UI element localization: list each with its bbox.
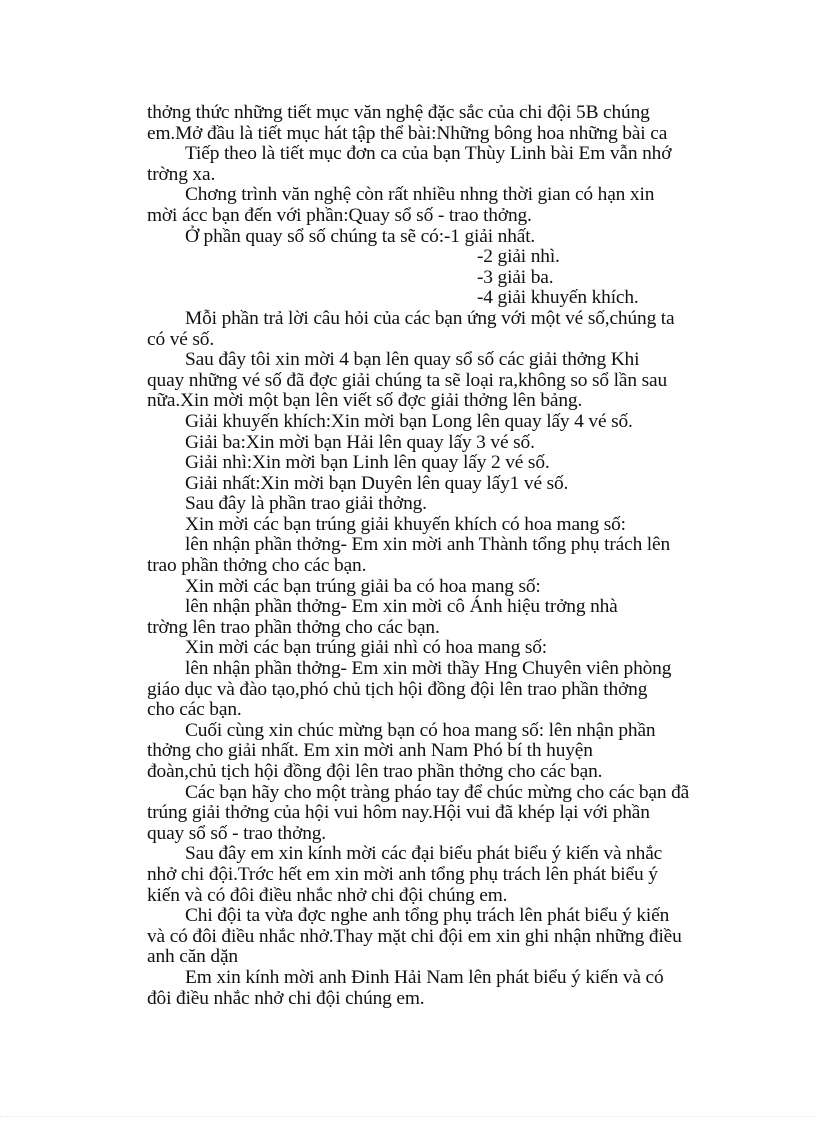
text-line: giáo dục và đào tạo,phó chủ tịch hội đồng đội lên trao phần thởng (147, 678, 648, 700)
text-line: Giải nhất:Xin mời bạn Duyên lên quay lấy1 vé số. (185, 472, 569, 494)
text-line: Cuối cùng xin chúc mừng bạn có hoa mang số: lên nhận phần (185, 719, 656, 741)
text-line: trao phần thởng cho các bạn. (147, 555, 367, 577)
text-line: Em xin kính mời anh Đinh Hải Nam lên phát biểu ý kiến và có (185, 966, 664, 988)
text-line: anh căn dặn (147, 946, 238, 968)
text-line: trúng giải thởng của hội vui hôm nay.Hội vui đã khép lại với phần (147, 802, 650, 824)
text-line: Sau đây là phần trao giải thởng. (185, 493, 427, 515)
text-line: trờng xa. (147, 163, 216, 185)
text-line: Giải nhì:Xin mời bạn Linh lên quay lấy 2 vé số. (185, 452, 550, 474)
text-line: cho các bạn. (147, 699, 242, 721)
text-line: Tiếp theo là tiết mục đơn ca của bạn Thùy Linh bài Em vẫn nhớ (185, 143, 672, 165)
prize-line: -3 giải ba. (477, 266, 554, 288)
text-line: Giải khuyến khích:Xin mời bạn Long lên quay lấy 4 vé số. (185, 410, 633, 432)
text-line: và có đôi điều nhắc nhở.Thay mặt chi đội em xin ghi nhận những điều (147, 925, 682, 947)
text-line: trờng lên trao phần thởng cho các bạn. (147, 616, 440, 638)
text-line: thởng cho giải nhất. Em xin mời anh Nam Phó bí th huyện (147, 740, 593, 762)
prize-line: -4 giải khuyến khích. (477, 287, 639, 309)
text-line: nhở chi đội.Trớc hết em xin mời anh tổng phụ trách lên phát biểu ý (147, 863, 658, 885)
text-line: Xin mời các bạn trúng giải ba có hoa mang số: (185, 575, 541, 597)
text-line: Sau đây em xin kính mời các đại biểu phát biểu ý kiến và nhắc (185, 843, 663, 865)
text-line: Giải ba:Xin mời bạn Hải lên quay lấy 3 vé số. (185, 431, 535, 453)
text-line: quay những vé số đã đợc giải chúng ta sẽ loại ra,không so sổ lần sau (147, 369, 667, 391)
text-line: kiến và có đôi điều nhắc nhở chi đội chúng em. (147, 884, 508, 906)
text-line: Ở phần quay sổ số chúng ta sẽ có:-1 giải nhất. (185, 225, 536, 247)
text-line: em.Mở đầu là tiết mục hát tập thể bài:Những bông hoa những bài ca (147, 122, 668, 144)
text-line: Xin mời các bạn trúng giải nhì có hoa mang số: (185, 637, 547, 659)
text-line: thởng thức những tiết mục văn nghệ đặc sắc của chi đội 5B chúng (147, 102, 650, 123)
text-line: Các bạn hãy cho một tràng pháo tay để chúc mừng cho các bạn đã (185, 781, 690, 803)
text-line: Xin mời các bạn trúng giải khuyến khích có hoa mang số: (185, 513, 626, 535)
text-line: đoàn,chủ tịch hội đồng đội lên trao phần thởng cho các bạn. (147, 761, 603, 782)
document-body (147, 103, 757, 1009)
page-bottom-divider (0, 1116, 816, 1117)
text-line: Chi đội ta vừa đợc nghe anh tổng phụ trách lên phát biểu ý kiến (185, 905, 670, 927)
text-line: quay sổ số - trao thởng. (147, 822, 326, 844)
text-line: mời ácc bạn đến với phần:Quay sổ số - trao thởng. (147, 204, 532, 226)
text-line: lên nhận phần thởng- Em xin mời thầy Hng Chuyên viên phòng (185, 658, 672, 680)
text-line: nữa.Xin mời một bạn lên viết số đợc giải thởng lên bảng. (147, 390, 583, 412)
text-line: Chơng trình văn nghệ còn rất nhiều nhng thời gian có hạn xin (185, 184, 655, 206)
text-line: đôi điều nhắc nhở chi đội chúng em. (147, 987, 425, 1009)
text-line: lên nhận phần thởng- Em xin mời cô Ánh hiệu trởng nhà (185, 596, 618, 618)
text-line: Sau đây tôi xin mời 4 bạn lên quay sổ số các giải thởng Khi (185, 349, 640, 371)
text-line: Mỗi phần trả lời câu hỏi của các bạn ứng với một vé số,chúng ta (185, 307, 675, 329)
text-line: có vé số. (147, 328, 215, 350)
text-line: lên nhận phần thởng- Em xin mời anh Thành tổng phụ trách lên (185, 534, 671, 556)
prize-line: -2 giải nhì. (477, 246, 560, 268)
